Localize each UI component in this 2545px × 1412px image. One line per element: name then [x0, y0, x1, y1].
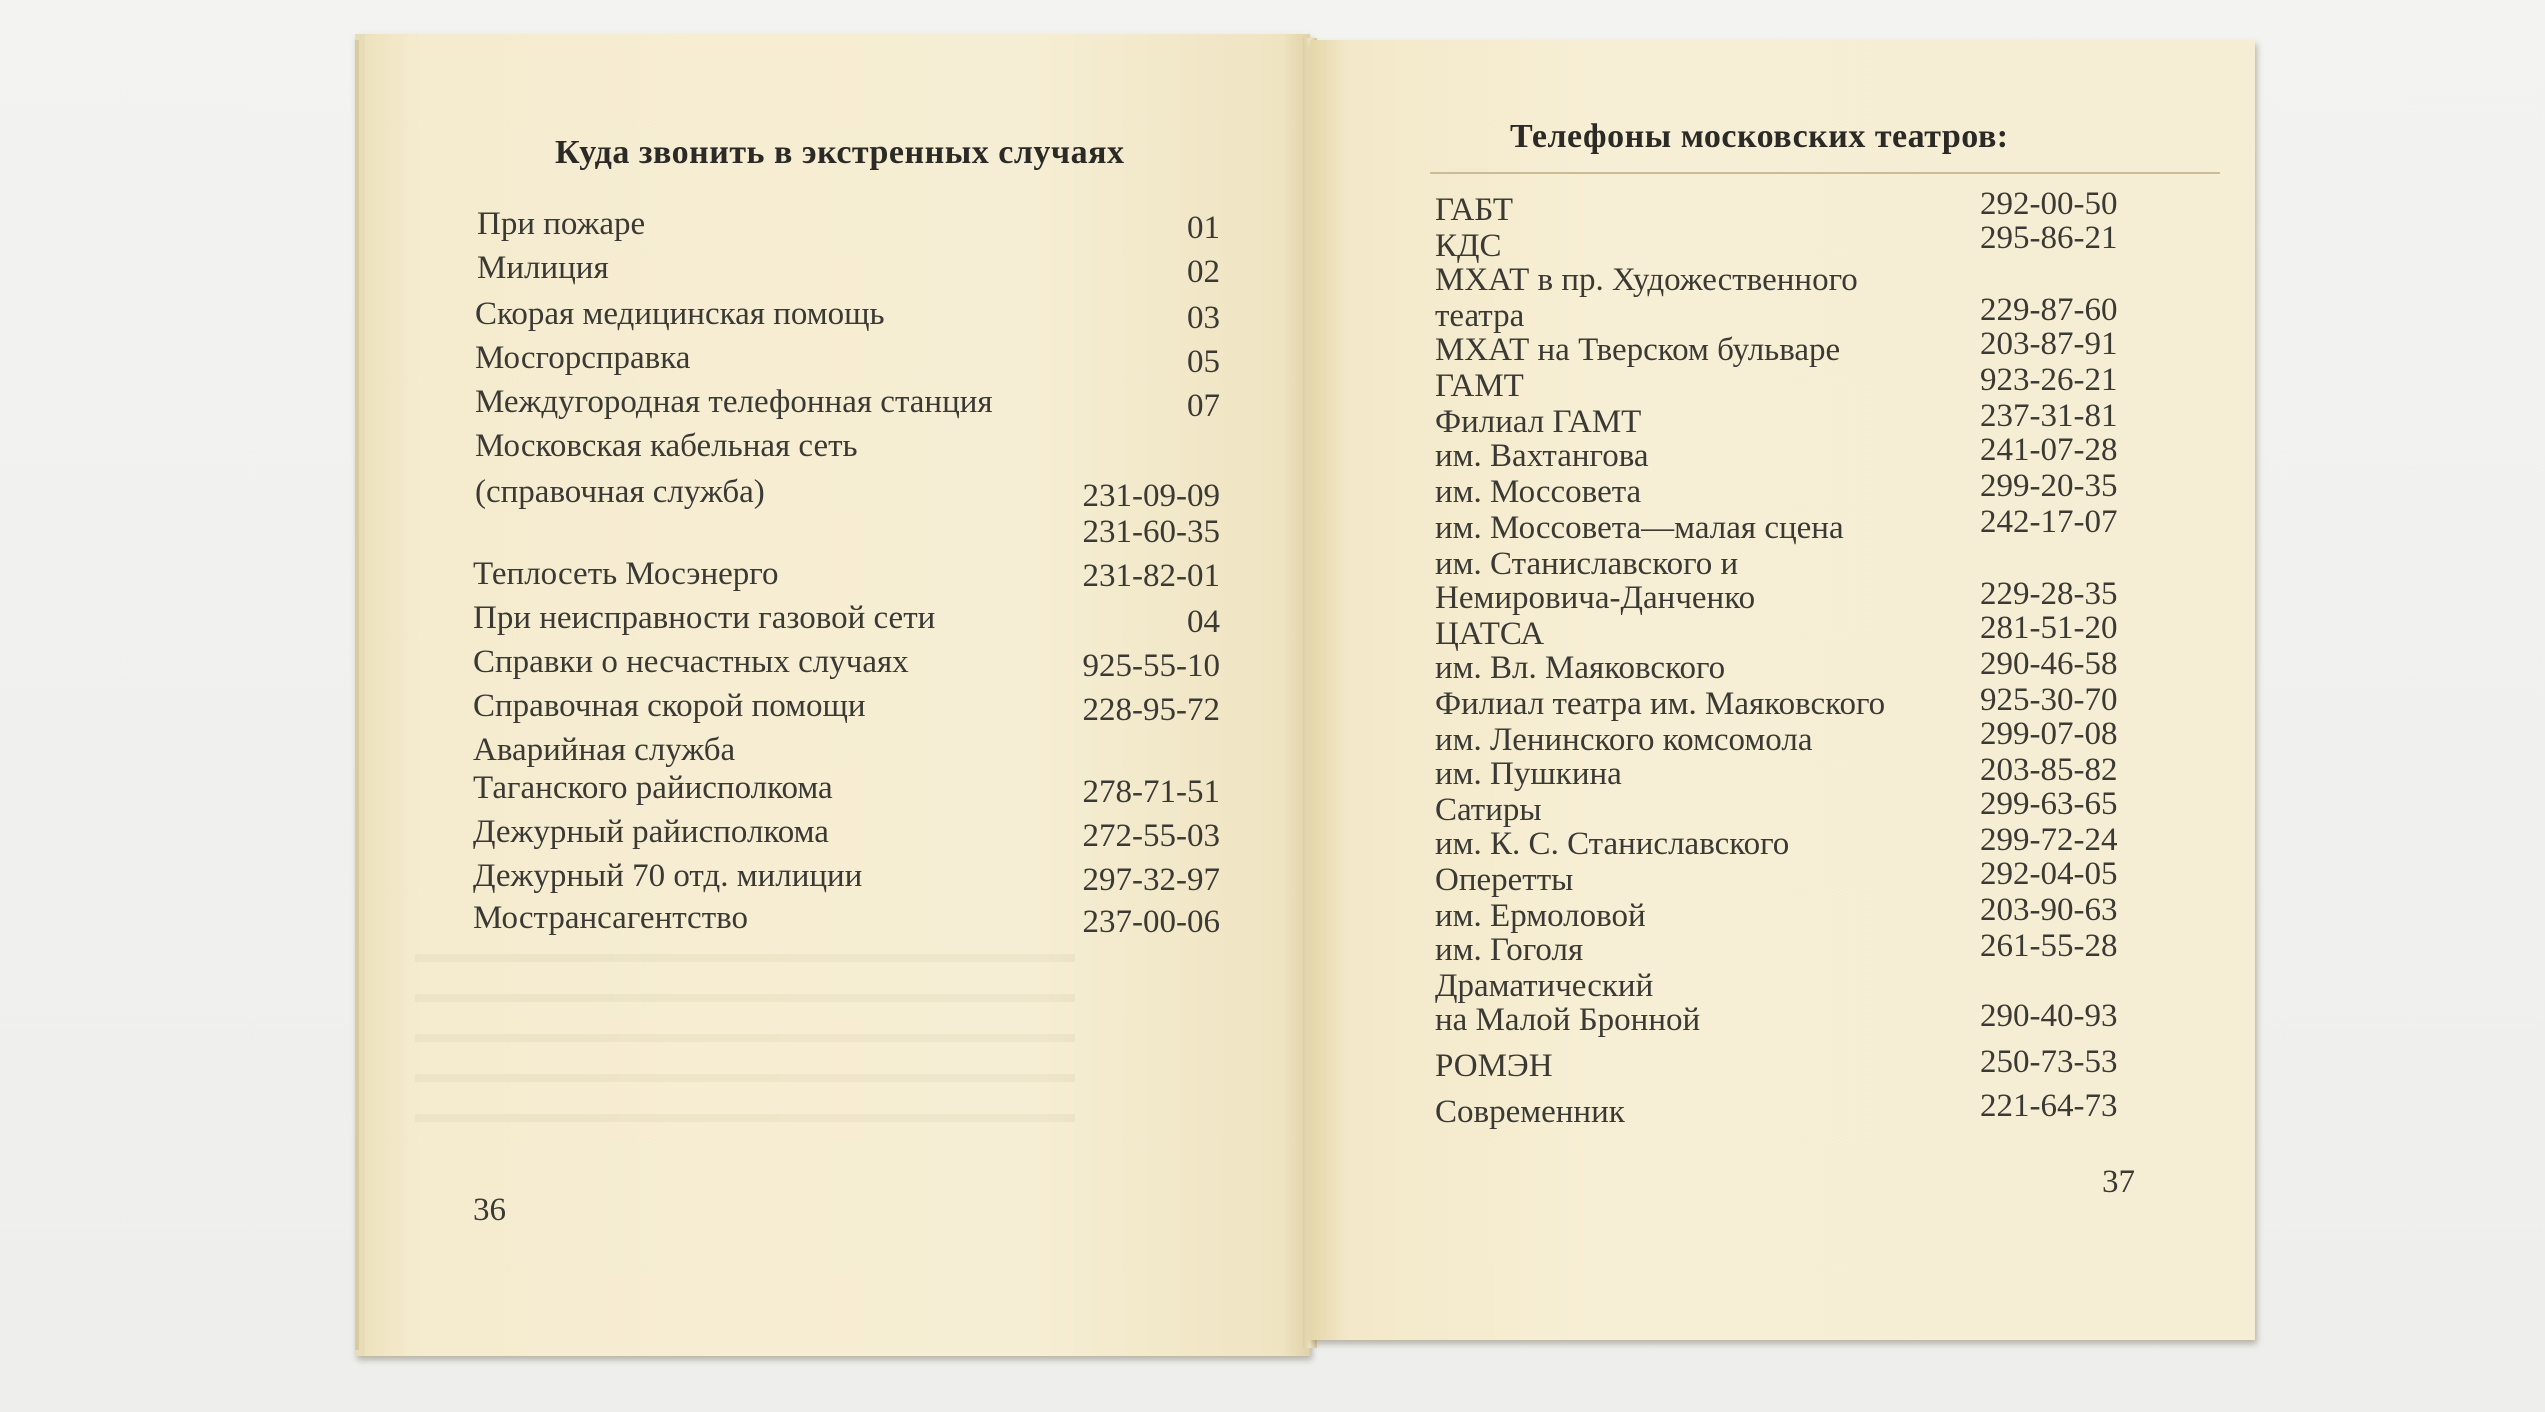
entry-label: Немировича-Данченко — [1435, 580, 1756, 616]
entry-number: 297-32-97 — [1082, 862, 1220, 898]
show-through — [415, 994, 1075, 1002]
entry-label: Дежурный 70 отд. милиции — [473, 858, 863, 894]
entry-label: Современник — [1435, 1094, 1625, 1130]
entry-number: 04 — [1187, 604, 1220, 640]
entry-label: им. К. С. Станиславского — [1435, 826, 1790, 862]
entry-label: (справочная служба) — [475, 474, 765, 510]
entry-label: РОМЭН — [1435, 1048, 1553, 1084]
entry-number: 241-07-28 — [1980, 432, 2118, 468]
entry-label: театра — [1435, 298, 1525, 334]
entry-label: Теплосеть Мосэнерго — [473, 556, 779, 592]
entry-number: 925-55-10 — [1082, 648, 1220, 684]
entry-label: Междугородная телефонная станция — [475, 384, 993, 420]
entry-number: 278-71-51 — [1082, 774, 1220, 810]
entry-number: 272-55-03 — [1082, 818, 1220, 854]
entry-label: ГАМТ — [1435, 368, 1524, 404]
entry-number: 299-63-65 — [1980, 786, 2118, 822]
entry-number: 925-30-70 — [1980, 682, 2118, 718]
entry-number: 295-86-21 — [1980, 220, 2118, 256]
entry-number: 231-82-01 — [1082, 558, 1220, 594]
entry-label: Драматический — [1435, 968, 1654, 1004]
page-number: 37 — [2102, 1164, 2135, 1200]
entry-label: им. Ермоловой — [1435, 898, 1646, 934]
entry-number: 05 — [1187, 344, 1220, 380]
entry-label: МХАТ на Тверском бульваре — [1435, 332, 1841, 368]
entry-label: Таганского райисполкома — [473, 770, 833, 806]
entry-label: им. Пушкина — [1435, 756, 1622, 792]
entry-label: МХАТ в пр. Художественного — [1435, 262, 1858, 298]
entry-label: им. Гоголя — [1435, 932, 1584, 968]
entry-number: 281-51-20 — [1980, 610, 2118, 646]
entry-number: 203-90-63 — [1980, 892, 2118, 928]
entry-label: При пожаре — [477, 206, 646, 242]
entry-number: 203-87-91 — [1980, 326, 2118, 362]
right-page-title: Телефоны московских театров: — [1510, 118, 2009, 155]
entry-number: 221-64-73 — [1980, 1088, 2118, 1124]
entry-number: 292-00-50 — [1980, 186, 2118, 222]
entry-label: КДС — [1435, 228, 1502, 264]
entry-label: Милиция — [477, 250, 609, 286]
entry-number: 01 — [1187, 210, 1220, 246]
entry-label: им. Ленинского комсомола — [1435, 722, 1813, 758]
entry-label: При неисправности газовой сети — [473, 600, 936, 636]
entry-label: им. Моссовета—малая сцена — [1435, 510, 1844, 546]
entry-label: на Малой Бронной — [1435, 1002, 1701, 1038]
entry-label: Сатиры — [1435, 792, 1542, 828]
entry-number: 299-07-08 — [1980, 716, 2118, 752]
entry-label: Дежурный райисполкома — [473, 814, 829, 850]
entry-number: 229-28-35 — [1980, 576, 2118, 612]
left-page-title: Куда звонить в экстренных случаях — [555, 134, 1125, 171]
entry-label: Аварийная служба — [473, 732, 736, 768]
show-through — [415, 1034, 1075, 1042]
entry-number: 203-85-82 — [1980, 752, 2118, 788]
entry-number: 03 — [1187, 300, 1220, 336]
entry-label: им. Моссовета — [1435, 474, 1642, 510]
entry-label: Филиал театра им. Маяковского — [1435, 686, 1886, 722]
entry-number: 261-55-28 — [1980, 928, 2118, 964]
entry-label: им. Вл. Маяковского — [1435, 650, 1726, 686]
entry-number: 923-26-21 — [1980, 362, 2118, 398]
entry-label: Справочная скорой помощи — [473, 688, 866, 724]
entry-number: 250-73-53 — [1980, 1044, 2118, 1080]
entry-label: им. Станиславского и — [1435, 546, 1739, 582]
entry-label: Мосгорсправка — [475, 340, 691, 376]
entry-number: 228-95-72 — [1082, 692, 1220, 728]
entry-label: Справки о несчастных случаях — [473, 644, 909, 680]
show-through — [415, 954, 1075, 962]
entry-number: 292-04-05 — [1980, 856, 2118, 892]
entry-label: ГАБТ — [1435, 192, 1513, 228]
entry-number: 242-17-07 — [1980, 504, 2118, 540]
open-booklet — [355, 30, 2255, 1360]
show-through — [415, 1114, 1075, 1122]
show-through — [415, 1074, 1075, 1082]
entry-number: 290-40-93 — [1980, 998, 2118, 1034]
entry-label: Оперетты — [1435, 862, 1574, 898]
title-rule — [1430, 172, 2220, 174]
entry-number: 229-87-60 — [1980, 292, 2118, 328]
entry-number: 07 — [1187, 388, 1220, 424]
entry-number: 231-60-35 — [1082, 514, 1220, 550]
entry-number: 231-09-09 — [1082, 478, 1220, 514]
entry-number: 299-20-35 — [1980, 468, 2118, 504]
entry-number: 299-72-24 — [1980, 822, 2118, 858]
entry-label: Московская кабельная сеть — [475, 428, 858, 464]
left-page — [355, 34, 1310, 1356]
entry-label: им. Вахтангова — [1435, 438, 1649, 474]
entry-number: 237-31-81 — [1980, 398, 2118, 434]
entry-label: Скорая медицинская помощь — [475, 296, 885, 332]
entry-number: 290-46-58 — [1980, 646, 2118, 682]
entry-number: 237-00-06 — [1082, 904, 1220, 940]
entry-label: ЦАТСА — [1435, 616, 1545, 652]
page-number: 36 — [473, 1192, 506, 1228]
right-page — [1310, 40, 2255, 1340]
entry-number: 02 — [1187, 254, 1220, 290]
entry-label: Мострансагентство — [473, 900, 748, 936]
entry-label: Филиал ГАМТ — [1435, 404, 1642, 440]
